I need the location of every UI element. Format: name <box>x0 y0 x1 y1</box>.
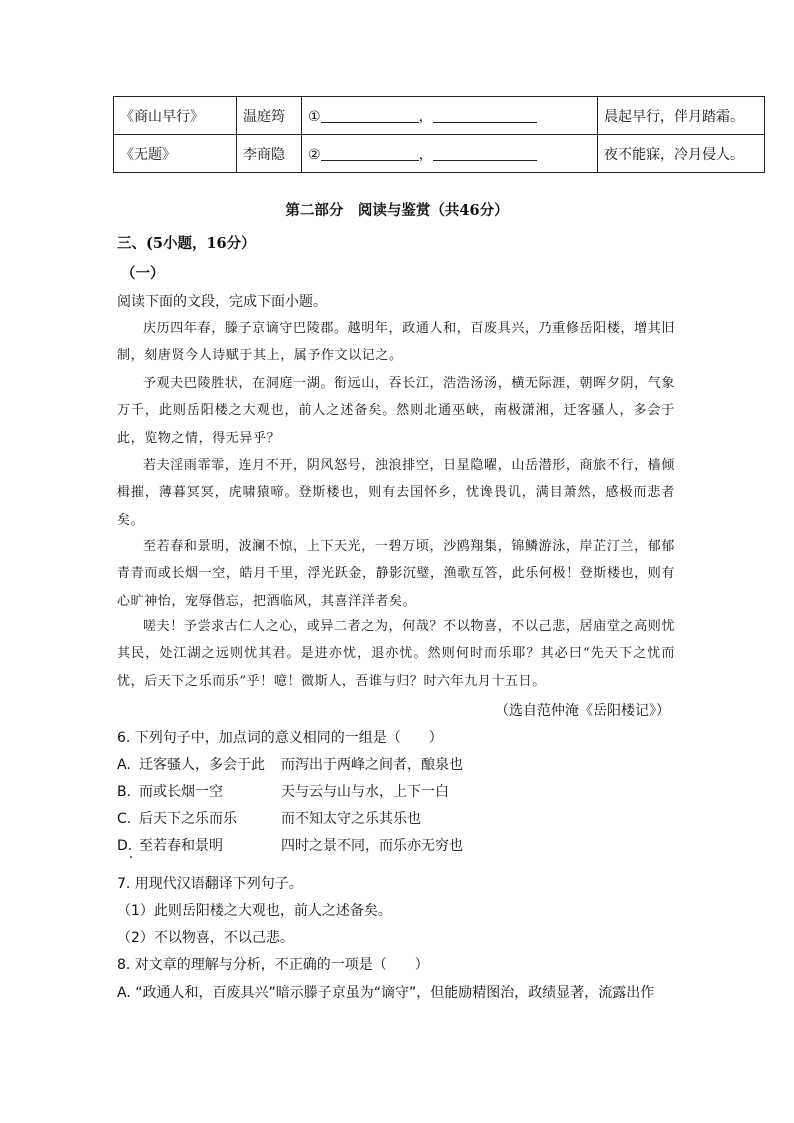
passage-paragraph: 嗟夫！予尝求古仁人之心，或异二者之为，何哉？不以物喜，不以己悲，居庙堂之高则忧其民，处江湖之远则忧其君。是进亦忧，退亦忧。然则何时而乐耶？其必曰“先天下之忧而忧，后天下之乐而乐”乎！噫！微斯人，吾谁与归？时六年九月十五日。 <box>117 619 675 689</box>
passage-source: （选自范仲淹《岳阳楼记》） <box>495 703 670 719</box>
fill-blank[interactable] <box>433 108 537 123</box>
passage-paragraph: 至若春和景明，波澜不惊，上下天光，一碧万顷，沙鸥翔集，锦鳞游泳，岸芷汀兰，郁郁青青而或长烟一空，皓月千里，浮光跃金，静影沉璧，渔歌互答，此乐何极！登斯楼也，则有心旷神怡，宠辱偕忘，把酒临风，其喜洋洋者矣。 <box>117 539 675 609</box>
blank-marker: ① <box>308 108 321 125</box>
question-8-option-a[interactable]: A. “政通人和，百废具兴”暗示滕子京虽为“谪守”，但能励精图治，政绩显著，流露出作 <box>117 985 655 1001</box>
poem-author-cell: 温庭筠 <box>237 97 302 135</box>
poem-table <box>113 96 765 173</box>
question-7-item: （1）此则岳阳楼之大观也，前人之述备矣。 <box>117 903 392 919</box>
answer-blank-cell[interactable] <box>302 97 598 135</box>
answer-blank-cell[interactable] <box>302 135 598 173</box>
question-6-option-b[interactable]: B. 而或长烟一空 天与云与山与水，上下一白 <box>117 784 449 800</box>
question-7-stem: 7. 用现代汉语翻译下列句子。 <box>117 876 303 892</box>
fill-blank[interactable] <box>433 146 537 161</box>
poem-title-cell: 《商山早行》 <box>114 97 237 135</box>
question-6-stem: 6. 下列句子中，加点词的意义相同的一组是（ ） <box>117 730 443 746</box>
table-row <box>114 97 765 135</box>
passage-paragraph: 庆历四年春，滕子京谪守巴陵郡。越明年，政通人和，百废具兴，乃重修岳阳楼，增其旧制，刻唐贤今人诗赋于其上，属予作文以记之。 <box>117 321 675 364</box>
question-6-option-c[interactable]: C. 后天下之乐而乐 而不知太守之乐其乐也 <box>117 811 421 827</box>
question-6-option-d[interactable]: D. 至若春和景明 四时之景不同，而乐亦无穷也 <box>117 838 463 854</box>
fill-blank[interactable] <box>321 108 419 123</box>
section-heading: 第二部分 阅读与鉴赏（共46分） <box>285 202 509 219</box>
instruction-text: 阅读下面的文段，完成下面小题。 <box>117 294 327 310</box>
poem-meaning-cell: 晨起早行，伴月踏霜。 <box>598 97 765 135</box>
part-heading: 三、(5小题，16分） <box>117 235 256 252</box>
passage-paragraph: 予观夫巴陵胜状，在洞庭一湖。衔远山，吞长江，浩浩汤汤，横无际涯，朝晖夕阴，气象万千，此则岳阳楼之大观也，前人之述备矣。然则北通巫峡，南极潇湘，迁客骚人，多会于此，览物之情，得无异乎？ <box>117 376 675 446</box>
fill-blank[interactable] <box>321 146 419 161</box>
question-6-option-a[interactable]: A. 迁客骚人，多会于此 而泻出于两峰之间者，酿泉也 <box>117 757 463 773</box>
table-row <box>114 135 765 173</box>
blank-separator: ， <box>418 108 433 125</box>
question-8-stem: 8. 对文章的理解与分析，不正确的一项是（ ） <box>117 957 429 973</box>
blank-separator: ， <box>418 146 433 163</box>
subsection-heading: （一） <box>121 265 165 282</box>
question-7-item: （2）不以物喜，不以己悲。 <box>117 930 294 946</box>
poem-title-cell: 《无题》 <box>114 135 237 173</box>
emphasis-dot <box>130 856 132 858</box>
poem-author-cell: 李商隐 <box>237 135 302 173</box>
passage-paragraph: 若夫淫雨霏霏，连月不开，阴风怒号，浊浪排空，日星隐曜，山岳潜形，商旅不行，樯倾楫摧，薄暮冥冥，虎啸猿啼。登斯楼也，则有去国怀乡，忧谗畏讥，满目萧然，感极而悲者矣。 <box>117 458 675 528</box>
blank-marker: ② <box>308 146 321 163</box>
poem-meaning-cell: 夜不能寐，冷月侵人。 <box>598 135 765 173</box>
